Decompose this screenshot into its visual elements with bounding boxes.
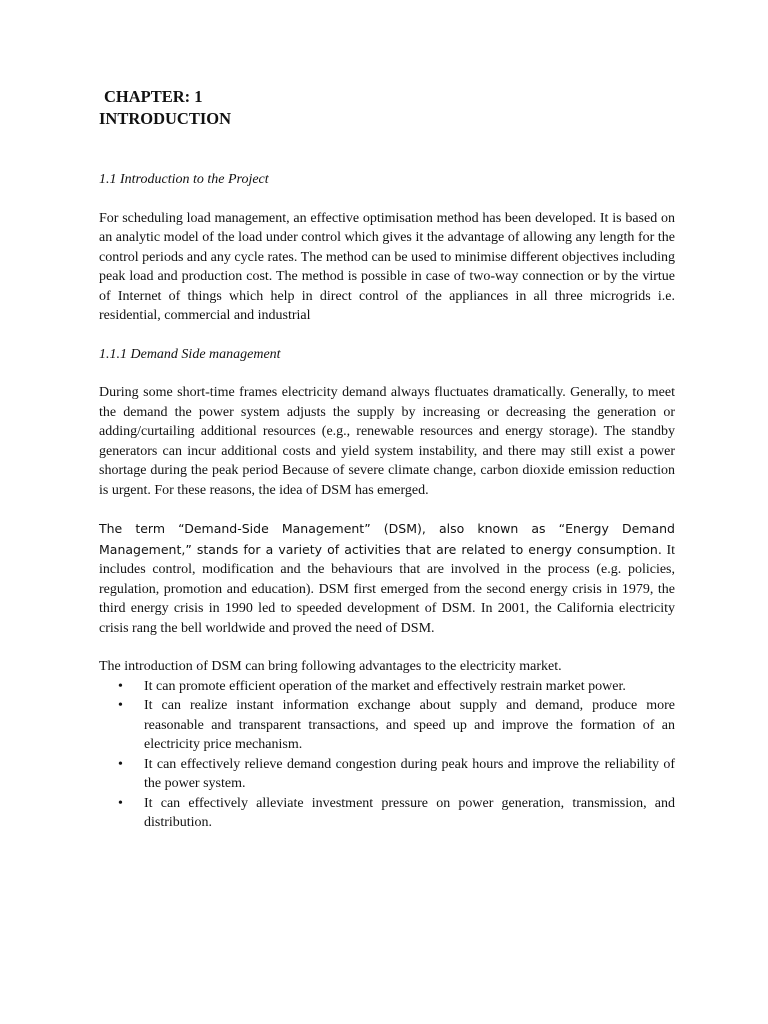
bullet-icon: • (118, 678, 123, 694)
dsm-definition-sentence: The term “Demand-Side Management” (DSM), also known as “Energy Demand Management,” stands for a variety of activities that are related to energy consumption. (99, 521, 675, 557)
list-item-text: It can effectively relieve demand congestion during peak hours and improve the reliability of the power system. (144, 756, 675, 791)
paragraph-dsm-definition (99, 519, 675, 638)
advantages-intro: The introduction of DSM can bring following advantages to the electricity market. (99, 659, 562, 674)
section-heading-1-1-1: 1.1.1 Demand Side management (99, 346, 281, 362)
bullet-icon: • (118, 756, 123, 772)
section-heading-1-1: 1.1 Introduction to the Project (99, 172, 269, 187)
bullet-icon: • (118, 698, 123, 713)
advantages-list (99, 677, 675, 833)
list-item (99, 794, 675, 833)
chapter-label: CHAPTER: 1 (104, 87, 203, 106)
chapter-title: INTRODUCTION (99, 109, 232, 128)
list-item-text: It can effectively alleviate investment pressure on power generation, transmission, and distribution. (144, 795, 675, 830)
paragraph-project-intro: For scheduling load management, an effective optimisation method has been developed. It is based on an analytic model of the load under control which gives it the advantage of allowing any length for the control periods and any cycle rates. The method can be used to minimise different objectives including peak load and production cost. The method is possible in case of two-way connection or by the virtue of Internet of things which help in direct control of the appliances in all three microgrids i.e. residential, commercial and industrial (99, 210, 675, 323)
dsm-history-text: It includes control, modification and the behaviours that are involved in the process (e.g. policies, regulation, promotion and education). DSM first emerged from the second energy crisis in 1979, the third energy crisis in 1990 led to speeded development of DSM. In 2001, the California electricity crisis rang the bell worldwide and proved the need of DSM. (99, 542, 675, 636)
list-item (99, 696, 675, 755)
document-page (99, 86, 675, 833)
paragraph-demand-fluctuation: During some short-time frames electricity demand always fluctuates dramatically. Generally, to meet the demand the power system adjusts the supply by increasing or decreasing the generation or adding/curtailing additional resources (e.g., renewable resources and energy storage). The standby generators can incur additional costs and yield system instability, and there may still exist a power shortage during the peak period Because of severe climate change, carbon dioxide emission reduction is urgent. For these reasons, the idea of DSM has emerged. (99, 385, 675, 498)
list-item-text: It can promote efficient operation of the market and effectively restrain market power. (144, 678, 626, 694)
list-item (99, 755, 675, 794)
list-item-text: It can realize instant information exchange about supply and demand, produce more reasonable and transparent transactions, and speed up and improve the formation of an electricity price mechanism. (144, 698, 675, 752)
bullet-icon: • (118, 795, 123, 811)
list-item (99, 677, 675, 697)
